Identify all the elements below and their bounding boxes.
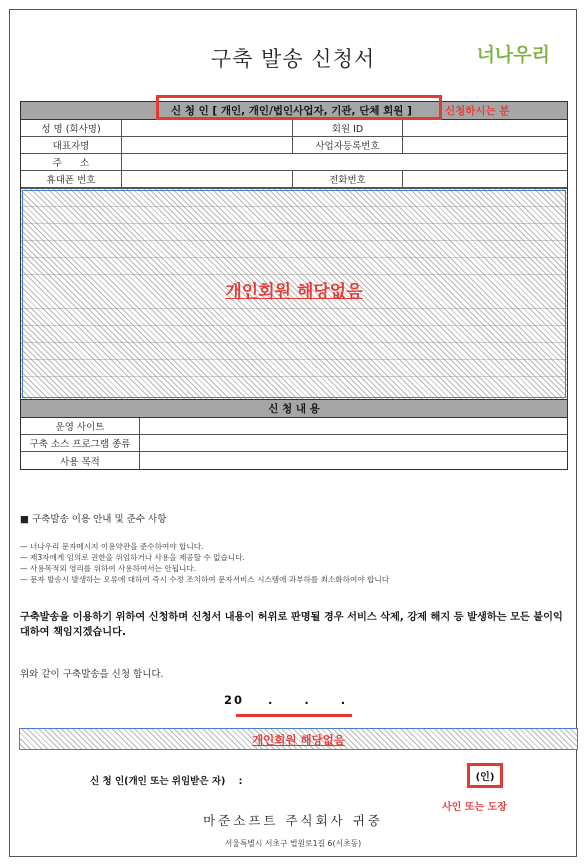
- seal-note: 사인 또는 도장: [442, 802, 507, 813]
- pledge-line: 대하여 책임지겠습니다.: [20, 627, 126, 638]
- pledge-statement: [20, 610, 568, 640]
- applicant-section-note: 신청하시는 분: [445, 105, 510, 117]
- notice-bullet: — 사용목적외 영리를 위하여 사용하여서는 안됩니다.: [20, 564, 197, 573]
- brand-logo: 너나우리: [476, 44, 550, 66]
- table-row: [21, 120, 567, 137]
- table-row: [21, 452, 567, 469]
- recipient-company: 마준소프트 주식회사 귀중: [203, 813, 383, 828]
- date-field[interactable]: 20 . . .: [224, 693, 348, 707]
- page-title: 구축 발송 신청서: [210, 47, 376, 71]
- table-row: [21, 154, 567, 171]
- field-label-name: 성 명 (회사명): [21, 120, 122, 136]
- site-field[interactable]: [140, 418, 567, 434]
- name-field[interactable]: [122, 120, 293, 136]
- table-row: [21, 418, 567, 435]
- purpose-field[interactable]: [140, 452, 567, 469]
- field-label-site: 운영 사이트: [21, 418, 140, 434]
- seal-box[interactable]: [467, 763, 503, 788]
- notice-heading: ■ 구축발송 이용 안내 및 준수 사항: [20, 514, 167, 525]
- pledge-line: 구축발송을 이용하기 위하여 신청하며 신청서 내용이 허위로 판명될 경우 서비스 삭제, 강제 해지 등 발생하는 모든 불이익: [20, 612, 563, 623]
- applicant-form-table: [20, 101, 568, 470]
- company-address: 서울특별시 서초구 법원로1길 6(서초동): [224, 839, 362, 848]
- field-label-purpose: 사용 목적: [21, 452, 140, 469]
- program-type-field[interactable]: [140, 435, 567, 451]
- field-label-mobile: 휴대폰 번호: [21, 171, 122, 187]
- field-label-member-id: 회원 ID: [293, 120, 403, 136]
- applicant-signature-label: 신 청 인(개인 또는 위임받은 자) :: [90, 776, 243, 787]
- header-highlight-box: [156, 95, 442, 120]
- notice-bullet: — 문자 발송시 발생하는 오류에 대하여 즉시 수정 조치하여 문자서비스 시스템에 과부하를 최소화하여야 합니다: [20, 575, 390, 584]
- address-field[interactable]: [122, 154, 567, 170]
- apply-statement: 위와 같이 구축발송을 신청 합니다.: [20, 669, 164, 680]
- notice-bullet: — 제3자에게 임의로 권한을 위임하거나 사용을 제공할 수 없습니다.: [20, 553, 245, 562]
- phone-field[interactable]: [403, 171, 567, 187]
- field-label-representative: 대표자명: [21, 137, 122, 153]
- hatched-disabled-area: [21, 188, 567, 400]
- content-section-label: 신 청 내 용: [268, 403, 320, 415]
- applicant-section-label: 신 청 인 [ 개인, 개인/법인사업자, 기관, 단체 회원 ]: [171, 105, 412, 117]
- notice-bullets: [20, 541, 566, 585]
- date-underline: [236, 714, 352, 717]
- field-label-address: 주 소: [21, 154, 122, 170]
- mobile-field[interactable]: [122, 171, 293, 187]
- member-id-field[interactable]: [403, 120, 567, 136]
- field-label-phone: 전화번호: [293, 171, 403, 187]
- table-row: [21, 171, 567, 188]
- notice-bullet: — 너나우리 문자메시지 이용약관을 준수하여야 합니다.: [20, 542, 204, 551]
- field-label-business-number: 사업자등록번호: [293, 137, 403, 153]
- business-number-field[interactable]: [403, 137, 567, 153]
- hatched-disabled-bar: [19, 728, 578, 750]
- seal-label: (인): [475, 772, 495, 783]
- usage-notice: [20, 511, 566, 585]
- representative-field[interactable]: [122, 137, 293, 153]
- not-applicable-notice-small: 개인회원 해당없음: [252, 733, 345, 747]
- table-row: [21, 435, 567, 452]
- content-section-header: [21, 400, 567, 418]
- table-row: [21, 137, 567, 154]
- not-applicable-notice: 개인회원 해당없음: [225, 282, 363, 302]
- field-label-program-type: 구축 소스 프로그램 종류: [21, 435, 140, 451]
